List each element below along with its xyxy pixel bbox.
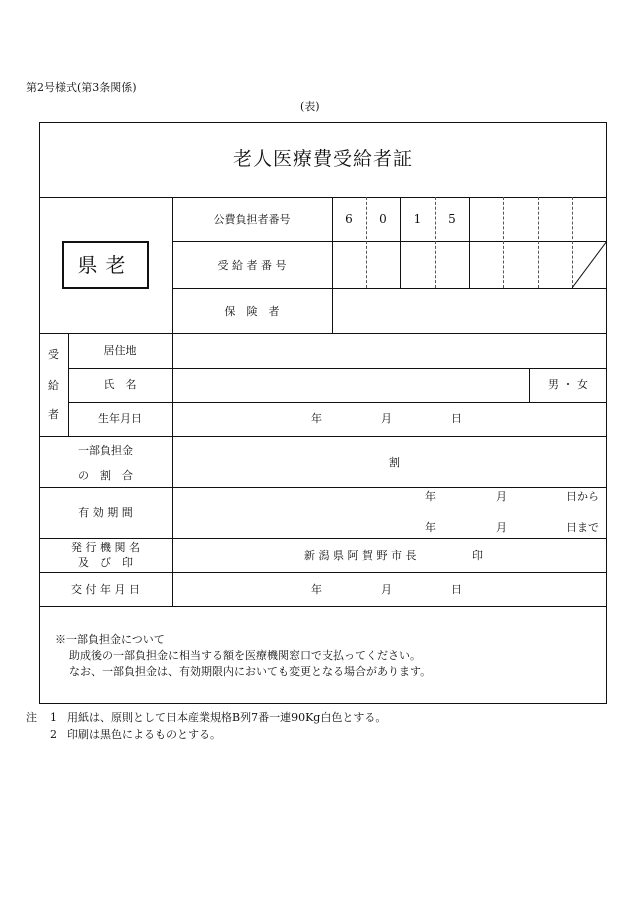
valid-from-year-unit: 年 <box>425 490 436 503</box>
recipient-side-char: 者 <box>48 408 59 421</box>
rule <box>39 572 607 573</box>
note-title: ※一部負担金について <box>55 633 165 646</box>
payer-number-label: 公費負担者番号 <box>213 213 291 226</box>
rule <box>39 197 607 198</box>
rule <box>538 197 539 288</box>
issue-day-unit: 日 <box>451 583 462 596</box>
birthdate-label: 生年月日 <box>98 412 142 425</box>
valid-until-year-unit: 年 <box>425 521 436 534</box>
payer-digit: 6 <box>345 212 353 226</box>
card-title: 老人医療費受給者証 <box>232 148 413 170</box>
payer-digit: 1 <box>413 212 422 226</box>
issue-month-unit: 月 <box>381 583 392 596</box>
rule <box>68 402 607 403</box>
birth-month-unit: 月 <box>381 412 392 425</box>
form-label: 第2号様式(第3条関係) <box>26 81 137 94</box>
stamp-text: 県老 <box>77 253 134 277</box>
insurer-label: 保 険 者 <box>224 305 280 318</box>
rule <box>435 197 436 288</box>
rule <box>469 197 470 288</box>
rule <box>172 241 607 242</box>
footnote-text: 用紙は、原則として日本産業規格B列7番一連90Kg白色とする。 <box>67 711 387 724</box>
issuer-label: 発 行 機 関 名 <box>71 541 140 554</box>
diagonal-mark <box>572 241 607 288</box>
recipient-side-char: 受 <box>48 348 59 361</box>
rule <box>68 368 607 369</box>
valid-until-month-unit: 月 <box>496 521 507 534</box>
payer-digit: 0 <box>379 212 387 226</box>
issuer-seal: 印 <box>472 549 483 562</box>
valid-from-month-unit: 月 <box>496 490 507 503</box>
side-label: (表) <box>300 100 320 113</box>
issuer-label-sub: 及 び 印 <box>78 556 133 569</box>
note-line: 助成後の一部負担金に相当する額を医療機関窓口で支払ってください。 <box>69 649 421 662</box>
rule <box>39 436 607 437</box>
copay-unit: 割 <box>389 456 400 469</box>
issuer-value: 新 潟 県 阿 賀 野 市 長 <box>304 549 417 562</box>
footnote-prefix: 注 <box>26 711 37 724</box>
rule <box>39 333 607 334</box>
copay-label-sub: の 割 合 <box>78 469 133 482</box>
footnote-number: 1 <box>50 711 57 724</box>
rule <box>39 538 607 539</box>
gender-label: 男 ・ 女 <box>548 378 588 391</box>
recipient-side-char: 給 <box>48 379 59 392</box>
rule <box>39 606 607 607</box>
issue-date-label: 交 付 年 月 日 <box>71 583 140 596</box>
validity-label: 有 効 期 間 <box>78 506 133 519</box>
rule <box>503 197 504 288</box>
payer-digit: 5 <box>448 212 456 226</box>
rule <box>172 197 173 606</box>
copay-label: 一部負担金 <box>78 444 133 457</box>
valid-until-suffix: 日まで <box>566 521 599 534</box>
issue-year-unit: 年 <box>311 583 322 596</box>
footnote-text: 印刷は黒色によるものとする。 <box>67 728 221 741</box>
rule <box>366 197 367 288</box>
birth-year-unit: 年 <box>311 412 322 425</box>
rule <box>172 288 607 289</box>
note-line: なお、一部負担金は、有効期限内においても変更となる場合があります。 <box>69 665 432 678</box>
valid-from-suffix: 日から <box>566 490 599 503</box>
birth-day-unit: 日 <box>451 412 462 425</box>
name-label: 氏 名 <box>103 378 137 391</box>
rule <box>400 197 401 288</box>
footnote-number: 2 <box>50 728 57 741</box>
rule <box>39 487 607 488</box>
recipient-number-label: 受 給 者 番 号 <box>217 259 287 272</box>
address-label: 居住地 <box>103 344 137 357</box>
